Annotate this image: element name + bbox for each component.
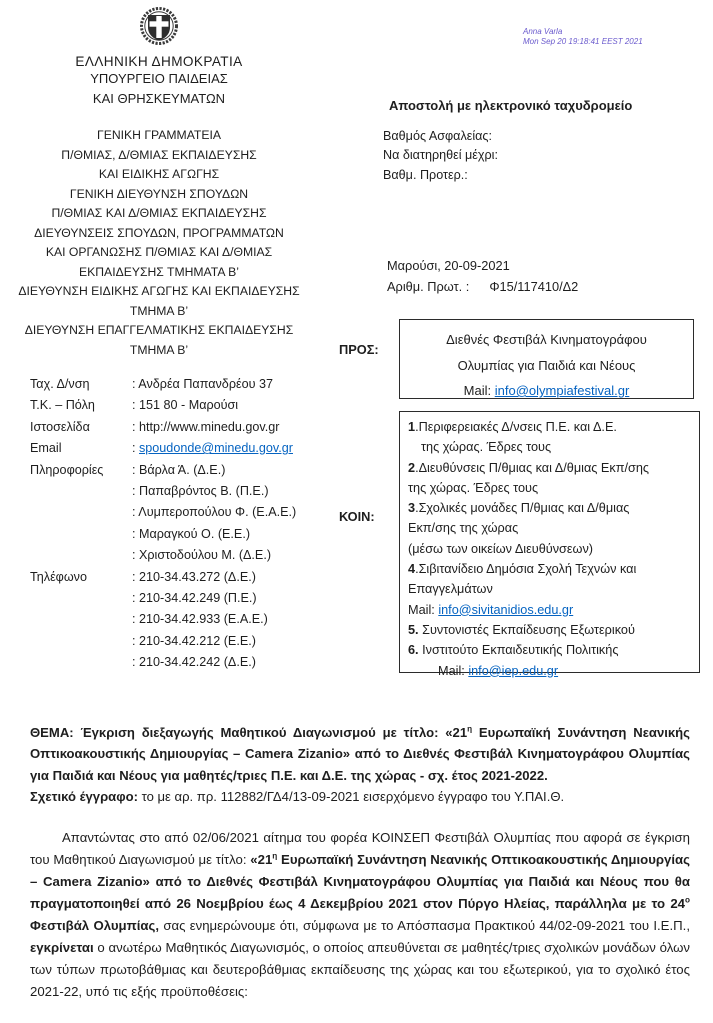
date-protocol-block bbox=[387, 255, 578, 297]
directorate-line: ΓΕΝΙΚΗ ΔΙΕΥΘΥΝΣΗ ΣΠΟΥΔΩΝ bbox=[69, 186, 249, 201]
cc-line: Εκπ/σης της χώρας bbox=[408, 521, 519, 536]
cc-line: 1.Περιφερειακές Δ/νσεις Π.Ε. και Δ.Ε. bbox=[408, 420, 617, 434]
contact-row-phone bbox=[30, 609, 350, 630]
contact-row-postal bbox=[30, 395, 350, 416]
contact-value: : 210-34.43.272 (Δ.Ε.) bbox=[132, 569, 256, 584]
contact-row-website bbox=[30, 417, 350, 438]
place-date: Μαρούσι, 20-09-2021 bbox=[387, 258, 510, 273]
contact-row-info bbox=[30, 481, 350, 502]
directorate-line: ΤΜΗΜΑ Β’ bbox=[129, 303, 189, 318]
koin-mail-link-iep[interactable]: info@iep.edu.gr bbox=[468, 663, 559, 678]
contact-label: Ταχ. Δ/νση bbox=[30, 377, 90, 391]
contact-value: : 151 80 - Μαρούσι bbox=[132, 398, 239, 413]
classification-block bbox=[383, 127, 498, 185]
contact-row-info bbox=[30, 524, 350, 545]
contact-row-phone bbox=[30, 588, 350, 609]
cc-line: της χώρας. Έδρες τους bbox=[421, 440, 552, 455]
contact-row-phone bbox=[30, 567, 350, 588]
contact-email-link[interactable]: spoudonde@minedu.gov.gr bbox=[139, 441, 293, 456]
ministry-line-2: ΚΑΙ ΘΡΗΣΚΕΥΜΑΤΩΝ bbox=[92, 91, 226, 106]
pros-mail-link[interactable]: info@olympiafestival.gr bbox=[494, 383, 630, 398]
directorate-line: ΚΑΙ ΕΙΔΙΚΗΣ ΑΓΩΓΗΣ bbox=[98, 167, 220, 181]
contact-row-email bbox=[30, 438, 350, 459]
directorate-line: ΔΙΕΥΘΥΝΣΕΙΣ ΣΠΟΥΔΩΝ, ΠΡΟΓΡΑΜΜΑΤΩΝ bbox=[34, 225, 284, 240]
letterhead bbox=[0, 4, 318, 360]
contact-row-info bbox=[30, 545, 350, 566]
pros-label: ΠΡΟΣ: bbox=[339, 342, 379, 357]
contact-value: : Λυμπεροπούλου Φ. (Ε.Α.Ε.) bbox=[132, 505, 297, 520]
greek-republic-emblem-icon bbox=[137, 4, 181, 52]
contact-label: Ιστοσελίδα bbox=[30, 419, 90, 434]
stamp-signer: Anna Varla bbox=[523, 27, 563, 36]
subject-paragraph: ΘΕΜΑ: Έγκριση διεξαγωγής Μαθητικού Διαγωνισμού με τίτλο: «$21^\eta$ Ευρωπαϊκή Συνάντηση Νεανικής Οπτικοακουστικής Δημιουργίας – Camera Zizanio» από το Διεθνές Φεστιβάλ Κινηματογράφου Ολυμπίας για Παιδιά και Νέους για μαθητές/τριες Π.Ε. και Δ.Ε. της χώρας - σχ. έτος 2021-2022. bbox=[30, 724, 690, 783]
contact-row-phone bbox=[30, 652, 350, 673]
body-paragraph: Απαντώντας στο από 02/06/2021 αίτημα του φορέα ΚΟΙΝΣΕΠ Φεστιβάλ Ολυμπίας που αφορά σε έγκριση του Μαθητικού Διαγωνισμού με τίτλο: «$21^\eta$ Ευρωπαϊκή Συνάντηση Νεανικής Οπτικοακουστικής Δημιουργίας – Camera Zizanio» από το Διεθνές Φεστιβάλ Κινηματογράφου Ολυμπίας για Παιδιά και Νέους που θα πραγματοποιηθεί από 26 Νοεμβρίου έως 4 Δεκεμβρίου 2021 στον Πύργο Ηλείας, παράλληλα με το $24^o$ Φεστιβάλ Ολυμπίας, σας ενημερώνουμε ότι, σύμφωνα με το Απόσπασμα Πρακτικού 44/02-09-2021 του Ι.Ε.Π., εγκρίνεται ο ανωτέρω Μαθητικός Διαγωνισμός, ο οποίος απευθύνεται σε μαθητές/τριες σχολικών μονάδων όλων των τύπων πρωτοβάθμιας και δευτεροβάθμιας εκπαίδευσης της χώρας και του εξωτερικού, για το σχολικό έτος 2021-22, υπό τις εξής προϋποθέσεις: bbox=[30, 829, 690, 999]
signature-stamp bbox=[523, 27, 708, 47]
security-level-label: Βαθμός Ασφαλείας: bbox=[383, 129, 492, 143]
contact-row-address bbox=[30, 374, 350, 395]
republic-title: ΕΛΛΗΝΙΚΗ ΔΗΜΟΚΡΑΤΙΑ bbox=[75, 54, 243, 69]
delivery-method-note: Αποστολή με ηλεκτρονικό ταχυδρομείο bbox=[389, 98, 633, 113]
cc-line: Mail: info@iep.edu.gr bbox=[438, 663, 559, 678]
directorate-line: ΚΑΙ ΟΡΓΑΝΩΣΗΣ Π/ΘΜΙΑΣ ΚΑΙ Δ/ΘΜΙΑΣ bbox=[45, 245, 273, 259]
cc-line: Mail: info@sivitanidios.edu.gr bbox=[408, 602, 574, 617]
directorate-line: ΤΜΗΜΑ Β’ bbox=[129, 342, 189, 357]
contact-value: : http://www.minedu.gov.gr bbox=[132, 419, 280, 434]
contact-row-phone bbox=[30, 631, 350, 652]
retain-until-label: Να διατηρηθεί μέχρι: bbox=[383, 148, 498, 163]
protocol-label: Αριθμ. Πρωτ. : bbox=[387, 279, 470, 294]
cc-line: 5. Συντονιστές Εκπαίδευσης Εξωτερικού bbox=[408, 622, 635, 637]
contact-value: : Βάρλα Ά. (Δ.Ε.) bbox=[132, 462, 226, 477]
contact-value: : bbox=[132, 441, 139, 456]
contact-value: : Ανδρέα Παπανδρέου 37 bbox=[132, 377, 273, 391]
recipient-line: Ολυμπίας για Παιδιά και Νέους bbox=[457, 357, 636, 373]
contact-value: : 210-34.42.249 (Π.Ε.) bbox=[132, 591, 257, 606]
recipient-box bbox=[399, 319, 694, 399]
contact-value: : 210-34.42.212 (Ε.Ε.) bbox=[132, 633, 256, 648]
mail-label: Mail: bbox=[463, 383, 495, 398]
stamp-datetime: Mon Sep 20 19:18:41 EEST 2021 bbox=[523, 37, 643, 46]
contact-row-info bbox=[30, 460, 350, 481]
directorate-line: ΕΚΠΑΙΔΕΥΣΗΣ ΤΜΗΜΑΤΑ Β’ bbox=[79, 264, 239, 279]
contact-label: Email bbox=[30, 441, 62, 456]
directorate-line: ΔΙΕΥΘΥΝΣΗ ΕΙΔΙΚΗΣ ΑΓΩΓΗΣ ΚΑΙ ΕΚΠΑΙΔΕΥΣΗΣ bbox=[18, 284, 300, 298]
contact-value: : 210-34.42.242 (Δ.Ε.) bbox=[132, 655, 256, 670]
cc-line: 2.Διευθύνσεις Π/θμιας και Δ/θμιας Εκπ/σης bbox=[408, 460, 650, 475]
directorate-line: Π/ΘΜΙΑΣ ΚΑΙ Δ/ΘΜΙΑΣ ΕΚΠΑΙΔΕΥΣΗΣ bbox=[51, 206, 267, 220]
cc-box bbox=[399, 411, 700, 678]
cc-line: (μέσω των οικείων Διευθύνσεων) bbox=[408, 541, 594, 556]
cc-line: 4.Σιβιτανίδειο Δημόσια Σχολή Τεχνών και bbox=[408, 562, 637, 577]
contact-value: : Χριστοδούλου Μ. (Δ.Ε.) bbox=[132, 548, 272, 563]
contact-value: : Μαραγκού Ο. (Ε.Ε.) bbox=[132, 526, 251, 541]
contact-label: Πληροφορίες bbox=[30, 462, 104, 477]
recipient-mail-line bbox=[400, 378, 693, 404]
koin-mail-link-sivitanidios[interactable]: info@sivitanidios.edu.gr bbox=[438, 602, 574, 617]
priority-label: Βαθμ. Προτερ.: bbox=[383, 167, 468, 182]
contact-value: : 210-34.42.933 (Ε.Α.Ε.) bbox=[132, 612, 268, 627]
cc-line: 6. Ινστιτούτο Εκπαιδευτικής Πολιτικής bbox=[408, 643, 619, 658]
directorate-line: Π/ΘΜΙΑΣ, Δ/ΘΜΙΑΣ ΕΚΠΑΙΔΕΥΣΗΣ bbox=[61, 147, 257, 162]
contact-label: Τηλέφωνο bbox=[30, 569, 87, 584]
cc-line: Επαγγελμάτων bbox=[408, 582, 493, 597]
cc-line: 3.Σχολικές μονάδες Π/θμιας και Δ/θμιας bbox=[408, 501, 630, 516]
directorate-line: ΓΕΝΙΚΗ ΓΡΑΜΜΑΤΕΙΑ bbox=[96, 128, 222, 142]
recipient-line: Διεθνές Φεστιβάλ Κινηματογράφου bbox=[446, 332, 647, 347]
protocol-line bbox=[387, 276, 578, 297]
contact-value: : Παπαβρόντος Β. (Π.Ε.) bbox=[132, 484, 269, 499]
cc-line: της χώρας. Έδρες τους bbox=[408, 480, 539, 495]
protocol-number: Φ15/117410/Δ2 bbox=[489, 279, 579, 294]
contact-info-block bbox=[30, 374, 350, 674]
contact-label: Τ.Κ. – Πόλη bbox=[30, 398, 95, 413]
directorate-line: ΔΙΕΥΘΥΝΣΗ ΕΠΑΓΓΕΛΜΑΤΙΚΗΣ ΕΚΠΑΙΔΕΥΣΗΣ bbox=[24, 323, 294, 337]
directorate-list bbox=[0, 126, 318, 360]
contact-row-info bbox=[30, 502, 350, 523]
reference-paragraph: Σχετικό έγγραφο: το με αρ. πρ. 112882/ΓΔ4/13-09-2021 εισερχόμενο έγγραφο του Υ.ΠΑΙ.Θ. bbox=[30, 789, 565, 805]
letter-body bbox=[30, 722, 690, 1003]
koin-label: ΚΟΙΝ: bbox=[339, 509, 375, 524]
ministry-line-1: ΥΠΟΥΡΓΕΙΟ ΠΑΙΔΕΙΑΣ bbox=[90, 71, 228, 86]
